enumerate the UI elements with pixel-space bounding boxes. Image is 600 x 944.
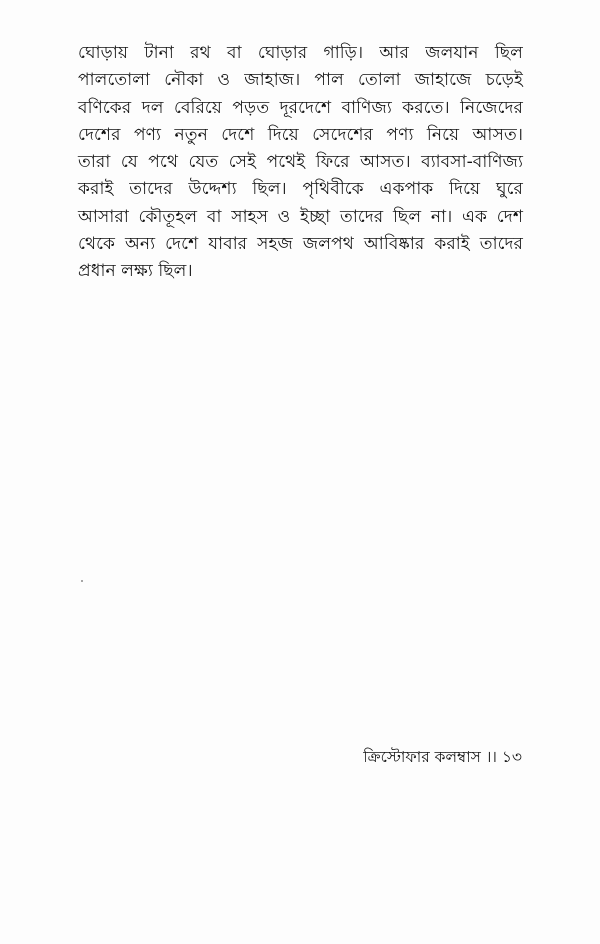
text-line: তারা যে পথে যেত সেই পথেই ফিরে আসত। ব্যাবসা-বাণিজ্য (78, 152, 523, 173)
text-line: ঘোড়ায় টানা রথ বা ঘোড়ার গাড়ি। আর জলযান ছিল (78, 43, 523, 63)
text-line: করাই তাদের উদ্দেশ্য ছিল। পৃথিবীকে একপাক দিয়ে ঘুরে (78, 179, 523, 200)
text-line: প্রধান লক্ষ্য ছিল। (78, 261, 193, 282)
text-line: দেশের পণ্য নতুন দেশে দিয়ে সেদেশের পণ্য নিয়ে আসত। (78, 124, 523, 145)
text-line: বণিকের দল বেরিয়ে পড়ত দূরদেশে বাণিজ্য করতে। নিজেদের (78, 97, 523, 118)
paper-speck (81, 580, 83, 582)
text-line: পালতোলা নৌকা ও জাহাজ। পাল তোলা জাহাজে চড়েই (78, 70, 523, 91)
body-paragraph (78, 40, 523, 286)
text-line: থেকে অন্য দেশে যাবার সহজ জলপথ আবিষ্কার করাই তাদের (78, 234, 523, 255)
text-line: আসারা কৌতূহল বা সাহস ও ইচ্ছা তাদের ছিল না। এক দেশ (78, 206, 523, 227)
page-footer: ক্রিস্টোফার কলম্বাস ।। ১৩ (363, 748, 522, 766)
